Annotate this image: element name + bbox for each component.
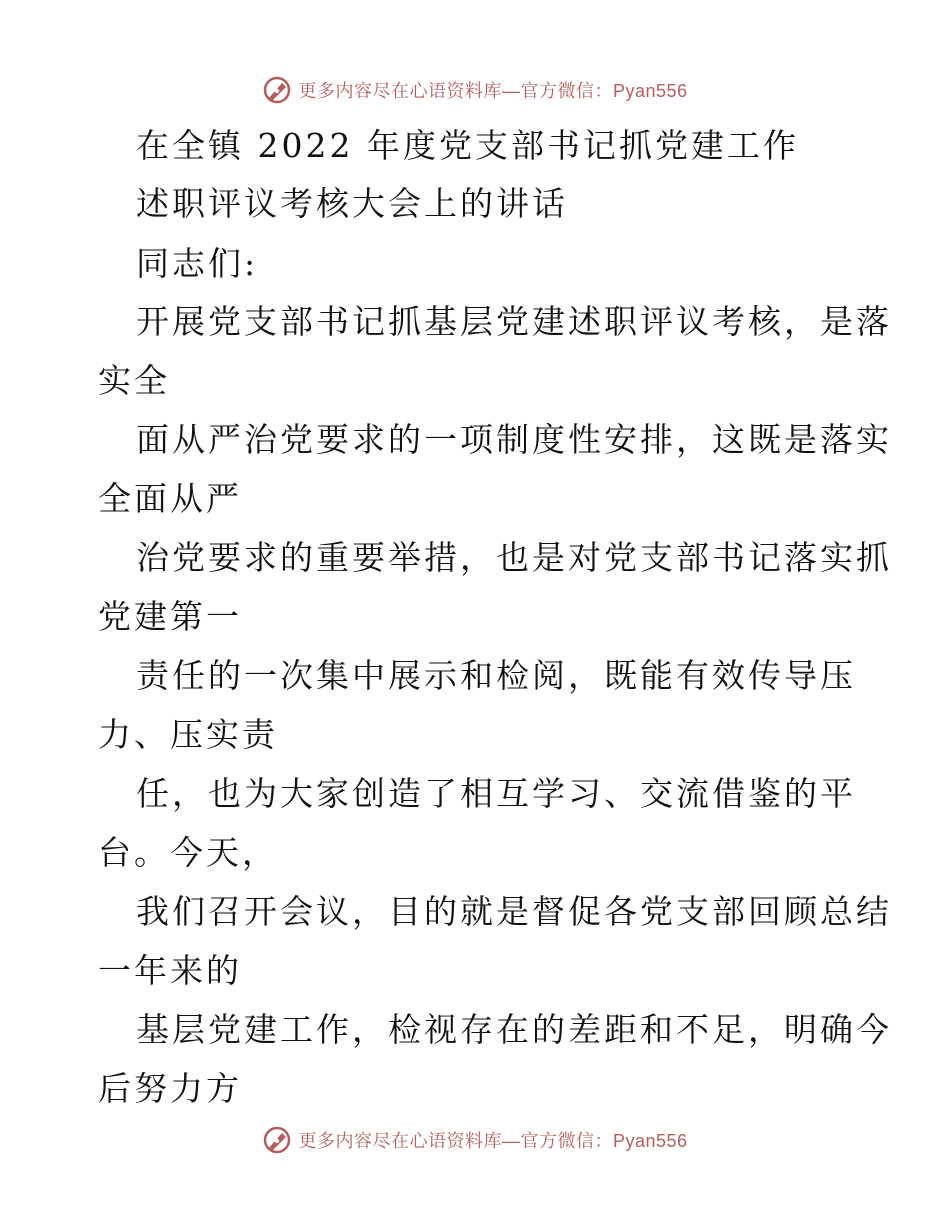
watermark-text: 更多内容尽在心语资料库—官方微信：Pyan556 <box>298 1131 688 1151</box>
text-line: 治党要求的重要举措，也是对党支部书记落实抓 <box>136 538 892 577</box>
watermark-text: 更多内容尽在心语资料库—官方微信：Pyan556 <box>298 81 688 101</box>
text-line: 力、压实责 <box>98 715 278 754</box>
footer-watermark <box>0 1120 950 1160</box>
text-line: 党建第一 <box>98 597 242 636</box>
text-line: 台。今天， <box>98 833 278 872</box>
text-line: 基层党建工作，检视存在的差距和不足，明确今 <box>136 1010 892 1049</box>
text-line: 面从严治党要求的一项制度性安排，这既是落实 <box>136 420 892 459</box>
pen-logo-icon <box>262 1125 292 1155</box>
text-line: 实全 <box>98 361 170 400</box>
text-line: 我们召开会议，目的就是督促各党支部回顾总结 <box>136 892 892 931</box>
text-line: 一年来的 <box>98 951 242 990</box>
text-line: 全面从严 <box>98 479 242 518</box>
salutation: 同志们: <box>136 244 259 283</box>
text-line: 任，也为大家创造了相互学习、交流借鉴的平 <box>136 774 856 813</box>
title-line-1: 在全镇 2022 年度党支部书记抓党建工作 <box>136 126 799 165</box>
text-line: 后努力方 <box>98 1069 242 1108</box>
text-line: 开展党支部书记抓基层党建述职评议考核，是落 <box>136 302 892 341</box>
title-line-2: 述职评议考核大会上的讲话 <box>136 184 568 223</box>
text-line: 责任的一次集中展示和检阅，既能有效传导压 <box>136 656 856 695</box>
